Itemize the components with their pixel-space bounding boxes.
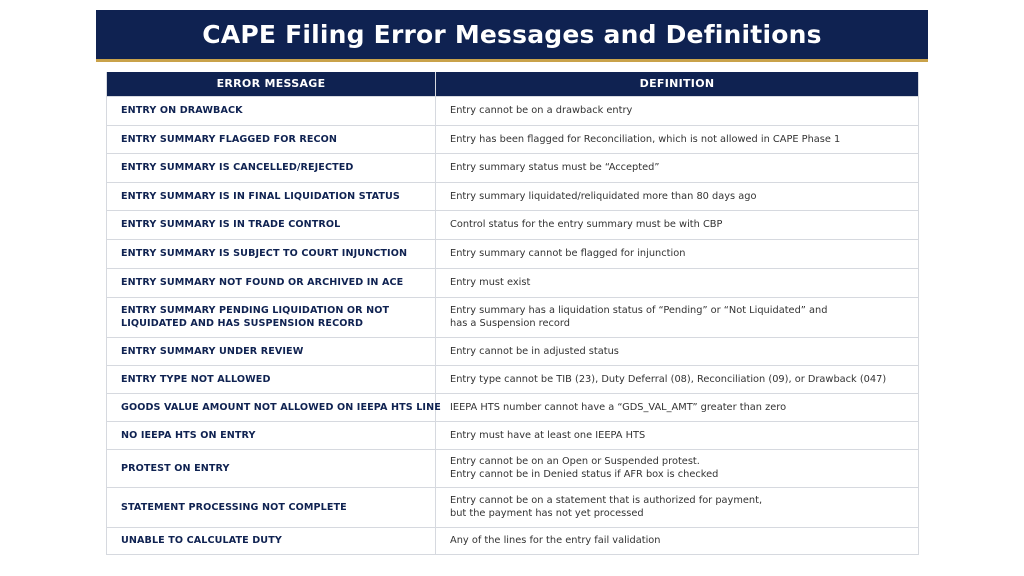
error-message-cell xyxy=(107,421,436,449)
error-message-cell xyxy=(107,487,436,527)
definition-cell xyxy=(436,125,919,153)
definition-cell xyxy=(436,210,919,239)
definition-text: Entry summary has a liquidation status of “Pending” or “Not Liquidated” and xyxy=(450,305,828,316)
table-row xyxy=(107,393,919,421)
definition-cell xyxy=(436,449,919,487)
definition-cell xyxy=(436,487,919,527)
table-row xyxy=(107,268,919,297)
table-row xyxy=(107,365,919,393)
table-row xyxy=(107,182,919,210)
column-header-error-message: ERROR MESSAGE xyxy=(107,72,436,96)
error-message-text: ENTRY SUMMARY IS IN FINAL LIQUIDATION STATUS xyxy=(121,190,400,202)
error-message-cell xyxy=(107,125,436,153)
error-message-cell xyxy=(107,268,436,297)
error-message-text: ENTRY SUMMARY NOT FOUND OR ARCHIVED IN ACE xyxy=(121,277,404,288)
definition-text: Entry cannot be on a statement that is authorized for payment, xyxy=(450,495,763,506)
definition-text: Entry summary cannot be flagged for injunction xyxy=(450,248,686,259)
definition-text: has a Suspension record xyxy=(450,318,570,329)
error-message-cell xyxy=(107,365,436,393)
definition-text: Entry cannot be in adjusted status xyxy=(450,345,619,357)
error-message-text: ENTRY SUMMARY PENDING LIQUIDATION OR NOT xyxy=(121,305,390,316)
definition-text: Entry must have at least one IEEPA HTS xyxy=(450,429,646,441)
error-message-text: ENTRY SUMMARY IS IN TRADE CONTROL xyxy=(121,219,341,230)
definition-text: Entry summary liquidated/reliquidated more than 80 days ago xyxy=(450,190,757,202)
definition-text: Entry cannot be on a drawback entry xyxy=(450,105,633,116)
definition-cell xyxy=(436,365,919,393)
error-message-cell xyxy=(107,297,436,337)
definition-text: Entry summary status must be “Accepted” xyxy=(450,162,660,173)
table-row xyxy=(107,487,919,527)
error-message-cell xyxy=(107,210,436,239)
definition-cell xyxy=(436,297,919,337)
definition-text: Entry has been flagged for Reconciliation, which is not allowed in CAPE Phase 1 xyxy=(450,133,841,145)
table-row xyxy=(107,239,919,268)
error-message-text: ENTRY ON DRAWBACK xyxy=(121,105,243,116)
error-message-cell xyxy=(107,182,436,210)
definition-text: Entry type cannot be TIB (23), Duty Deferral (08), Reconciliation (09), or Drawback (047) xyxy=(450,373,887,385)
definition-cell xyxy=(436,182,919,210)
definition-text: but the payment has not yet processed xyxy=(450,508,644,519)
definition-cell xyxy=(436,153,919,182)
error-message-text: ENTRY SUMMARY IS SUBJECT TO COURT INJUNCTION xyxy=(121,248,408,259)
definition-text: IEEPA HTS number cannot have a “GDS_VAL_AMT” greater than zero xyxy=(450,401,787,413)
error-message-cell xyxy=(107,393,441,421)
table-body xyxy=(107,96,919,554)
definition-cell xyxy=(436,337,919,365)
table-row xyxy=(107,421,919,449)
table-row xyxy=(107,337,919,365)
definition-text: Entry cannot be on an Open or Suspended protest. xyxy=(450,456,700,467)
column-header-definition: DEFINITION xyxy=(436,72,919,96)
error-message-text: PROTEST ON ENTRY xyxy=(121,462,230,474)
error-message-text: ENTRY SUMMARY IS CANCELLED/REJECTED xyxy=(121,162,354,173)
table-header-row xyxy=(107,72,919,96)
error-message-text: ENTRY SUMMARY FLAGGED FOR RECON xyxy=(121,133,338,145)
error-message-text: ENTRY TYPE NOT ALLOWED xyxy=(121,373,271,385)
definition-cell xyxy=(436,239,919,268)
table-row xyxy=(107,527,919,554)
title-banner xyxy=(96,10,928,62)
table-row xyxy=(107,297,919,337)
error-message-cell xyxy=(107,337,436,365)
error-message-text: UNABLE TO CALCULATE DUTY xyxy=(121,535,282,546)
error-message-text: GOODS VALUE AMOUNT NOT ALLOWED ON IEEPA HTS LINE xyxy=(121,401,441,413)
definition-cell xyxy=(436,393,919,421)
error-message-cell xyxy=(107,239,436,268)
error-message-text: LIQUIDATED AND HAS SUSPENSION RECORD xyxy=(121,318,364,329)
error-message-cell xyxy=(107,449,436,487)
error-table-container xyxy=(106,72,918,555)
error-message-text: NO IEEPA HTS ON ENTRY xyxy=(121,429,256,441)
table-row xyxy=(107,125,919,153)
table-row xyxy=(107,96,919,125)
page-title: CAPE Filing Error Messages and Definitions xyxy=(202,20,822,49)
error-message-cell xyxy=(107,153,436,182)
table-row xyxy=(107,153,919,182)
error-message-text: ENTRY SUMMARY UNDER REVIEW xyxy=(121,345,304,357)
definition-text: Entry cannot be in Denied status if AFR box is checked xyxy=(450,469,719,480)
definition-cell xyxy=(436,527,919,554)
definition-text: Entry must exist xyxy=(450,277,531,288)
definition-cell xyxy=(436,268,919,297)
definition-text: Any of the lines for the entry fail validation xyxy=(450,535,661,546)
error-message-text: STATEMENT PROCESSING NOT COMPLETE xyxy=(121,501,347,513)
table-row xyxy=(107,210,919,239)
definition-cell xyxy=(436,96,919,125)
definition-text: Control status for the entry summary must be with CBP xyxy=(450,219,723,230)
definition-cell xyxy=(436,421,919,449)
error-message-cell xyxy=(107,527,436,554)
error-definitions-table xyxy=(106,72,919,555)
table-row xyxy=(107,449,919,487)
error-message-cell xyxy=(107,96,436,125)
